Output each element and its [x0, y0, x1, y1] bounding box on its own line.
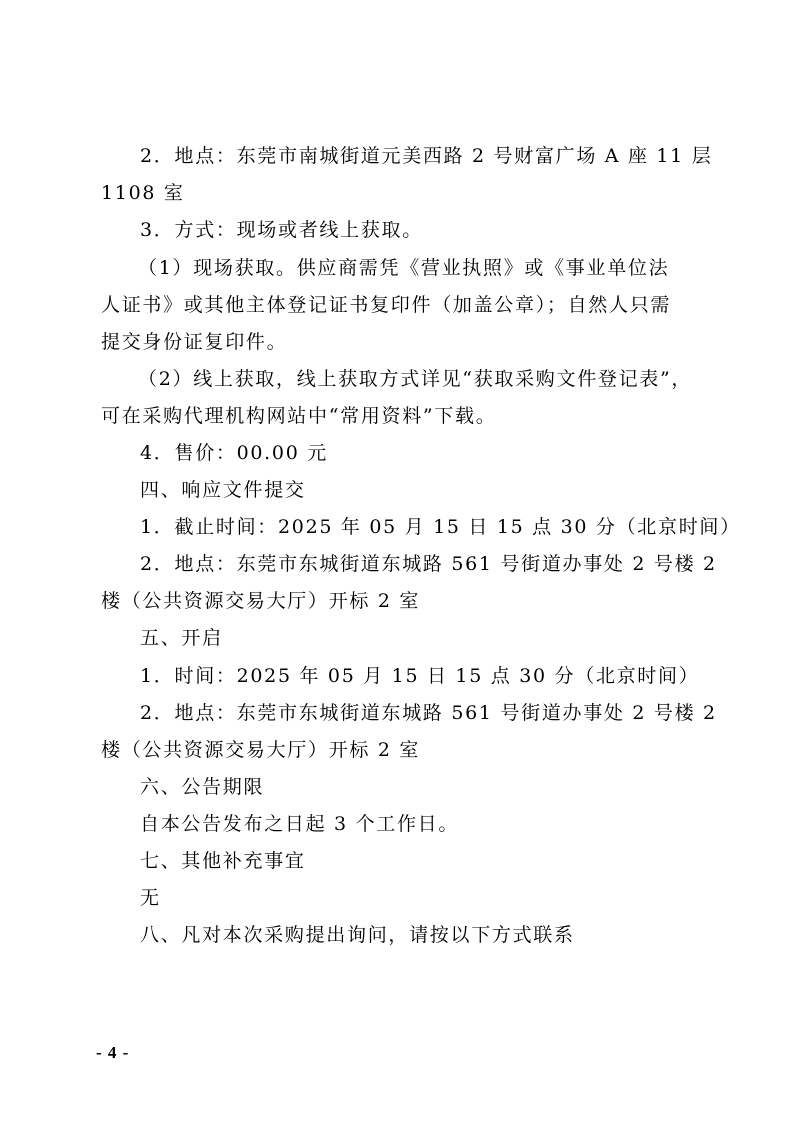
online-pickup-line: （2）线上获取，线上获取方式详见“获取采购文件登记表”， — [138, 368, 693, 390]
deadline-line: 1．截止时间：2025 年 05 月 15 日 15 点 30 分（北京时间） — [140, 516, 741, 538]
section-heading-submission: 四、响应文件提交 — [140, 479, 306, 501]
pickup-location-line-cont: 1108 室 — [101, 182, 185, 204]
pickup-location-line: 2．地点：东莞市南城街道元美西路 2 号财富广场 A 座 11 层 — [140, 145, 713, 167]
section-heading-other: 七、其他补充事宜 — [140, 850, 306, 872]
onsite-pickup-line-cont1: 人证书》或其他主体登记证书复印件（加盖公章）；自然人只需 — [101, 294, 672, 316]
opening-location-line-cont: 楼（公共资源交易大厅）开标 2 室 — [101, 739, 421, 761]
opening-location-line: 2．地点：东莞市东城街道东城路 561 号街道办事处 2 号楼 2 — [140, 702, 717, 724]
section-heading-notice-period: 六、公告期限 — [140, 776, 265, 798]
page-number: - 4 - — [96, 1043, 130, 1062]
price-line: 4．售价：00.00 元 — [140, 442, 328, 464]
other-content-line: 无 — [140, 887, 161, 909]
opening-time-line: 1．时间：2025 年 05 月 15 日 15 点 30 分（北京时间） — [140, 665, 700, 687]
submission-location-line: 2．地点：东莞市东城街道东城路 561 号街道办事处 2 号楼 2 — [140, 553, 717, 575]
submission-location-line-cont: 楼（公共资源交易大厅）开标 2 室 — [101, 590, 421, 612]
onsite-pickup-line-cont2: 提交身份证复印件。 — [101, 331, 288, 353]
onsite-pickup-line: （1）现场获取。供应商需凭《营业执照》或《事业单位法 — [138, 257, 670, 279]
section-heading-inquiries: 八、凡对本次采购提出询问，请按以下方式联系 — [140, 924, 575, 946]
online-pickup-line-cont: 可在采购代理机构网站中“常用资料”下载。 — [101, 405, 497, 427]
pickup-method-line: 3．方式：现场或者线上获取。 — [140, 219, 423, 241]
notice-period-line: 自本公告发布之日起 3 个工作日。 — [140, 813, 460, 835]
section-heading-opening: 五、开启 — [140, 627, 223, 649]
